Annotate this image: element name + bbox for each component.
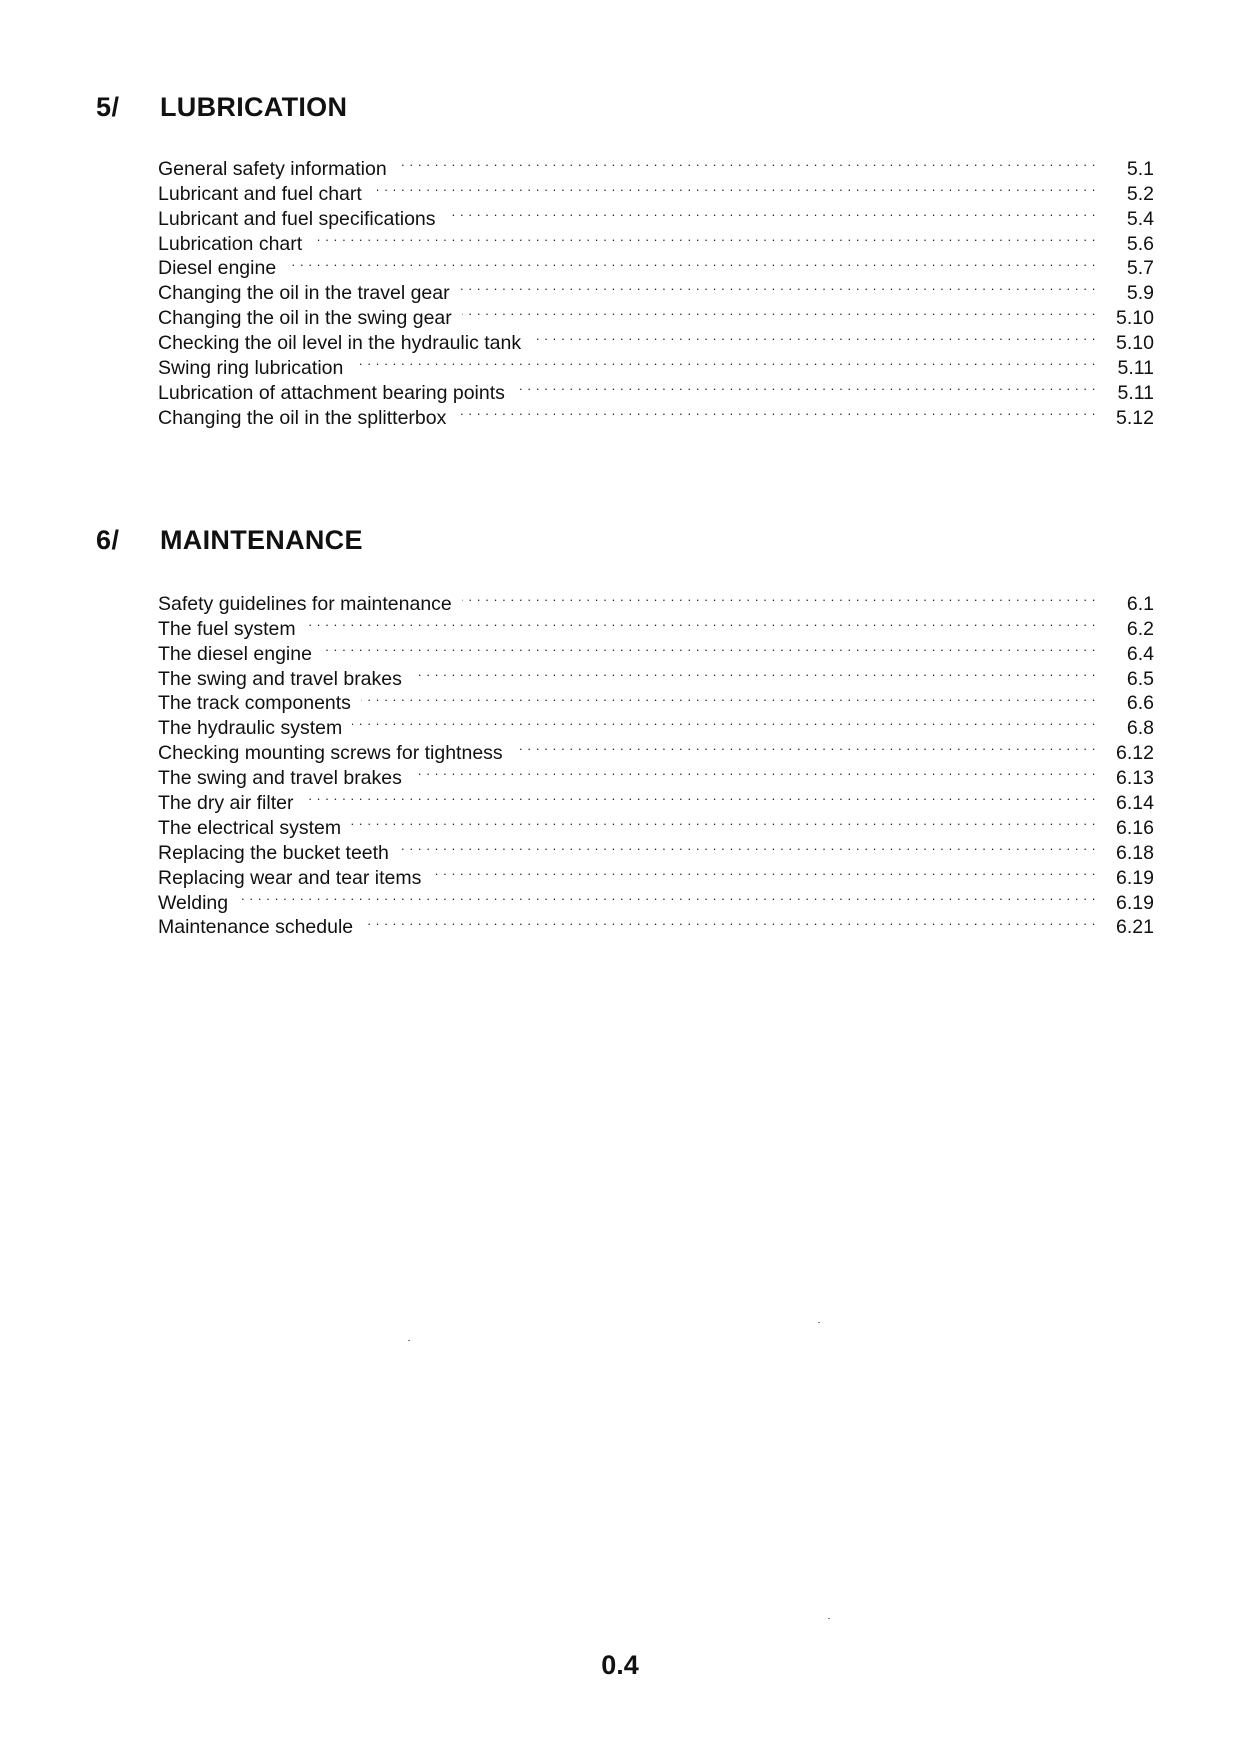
toc-entry-page: 6.16 (1116, 816, 1154, 839)
toc-entry-label: The electrical system (158, 816, 342, 839)
toc-entry-label: The hydraulic system (158, 717, 343, 740)
toc-entry-page: 6.21 (1116, 916, 1154, 939)
toc-entry-label: Welding (158, 891, 229, 914)
dot-leader (513, 734, 1096, 759)
toc-entry-label: Changing the oil in the travel gear (158, 282, 450, 305)
dot-leader (286, 250, 1096, 275)
dot-leader (303, 784, 1096, 809)
toc-entry-label: The dry air filter (158, 792, 294, 815)
page-number: 0.4 (601, 1650, 639, 1680)
toc-entry-label: The swing and travel brakes (158, 667, 402, 690)
dot-leader (351, 809, 1096, 834)
dot-leader (353, 349, 1096, 374)
toc-entry-page: 6.14 (1116, 792, 1154, 815)
toc-entry-label: Changing the oil in the splitterbox (158, 406, 447, 429)
toc-entry-page: 6.19 (1116, 866, 1154, 889)
toc-entry-page: 6.13 (1116, 767, 1154, 790)
toc-entry[interactable] (158, 274, 1154, 305)
section-number: 6/ (96, 525, 120, 555)
toc-entry[interactable] (158, 610, 1154, 640)
toc-entry-label: The fuel system (158, 617, 296, 640)
toc-entry-page: 6.6 (1126, 692, 1154, 715)
toc-list (158, 150, 1154, 429)
section-heading (0, 92, 1240, 132)
toc-entry-page: 5.11 (1117, 381, 1154, 404)
scan-speck (828, 1618, 830, 1619)
toc-list (158, 585, 1154, 939)
section-heading (0, 525, 1240, 565)
toc-entry-page: 5.12 (1116, 406, 1154, 429)
dot-leader (352, 709, 1096, 734)
toc-entry[interactable] (158, 250, 1154, 280)
section-number: 5/ (96, 92, 120, 122)
toc-entry-label: General safety information (158, 157, 387, 180)
toc-entry-label: Lubrication chart (158, 232, 303, 255)
toc-entry-page: 6.12 (1116, 742, 1154, 765)
dot-leader (462, 299, 1096, 324)
dot-leader (397, 150, 1096, 175)
toc-entry-label: Checking mounting screws for tightness (158, 742, 503, 765)
dot-leader (515, 374, 1096, 399)
dot-leader (361, 685, 1096, 710)
scan-speck (408, 1340, 410, 1341)
toc-entry-label: Replacing wear and tear items (158, 866, 422, 889)
dot-leader (312, 225, 1096, 250)
toc-entry-label: Lubrication of attachment bearing points (158, 381, 505, 404)
toc-entry-label: Maintenance schedule (158, 916, 354, 939)
toc-entry[interactable] (158, 909, 1154, 939)
toc-entry-label: Lubricant and fuel chart (158, 182, 362, 205)
toc-entry-page: 5.9 (1126, 282, 1154, 305)
toc-entry-page: 5.4 (1126, 207, 1154, 230)
toc-entry-label: Checking the oil level in the hydraulic tank (158, 332, 522, 355)
toc-entry-page: 6.1 (1126, 592, 1154, 615)
dot-leader (446, 200, 1096, 225)
toc-entry-page: 5.2 (1126, 182, 1154, 205)
toc-entry-page: 6.2 (1126, 617, 1154, 640)
toc-entry-label: The track components (158, 692, 351, 715)
toc-entry-page: 6.19 (1116, 891, 1154, 914)
toc-entry-label: Replacing the bucket teeth (158, 841, 389, 864)
toc-entry-label: The diesel engine (158, 642, 312, 665)
toc-entry-label: Diesel engine (158, 257, 277, 280)
dot-leader (238, 884, 1096, 909)
toc-entry[interactable] (158, 884, 1154, 914)
dot-leader (399, 834, 1096, 859)
toc-entry-page: 5.10 (1116, 332, 1154, 355)
dot-leader (363, 909, 1096, 934)
dot-leader (462, 585, 1096, 610)
toc-entry[interactable] (158, 150, 1154, 180)
dot-leader (431, 859, 1096, 884)
toc-entry-label: The swing and travel brakes (158, 767, 402, 790)
dot-leader (412, 660, 1096, 685)
dot-leader (306, 610, 1096, 635)
dot-leader (460, 274, 1096, 299)
dot-leader (372, 175, 1096, 200)
toc-entry-label: Changing the oil in the swing gear (158, 307, 452, 330)
scan-speck (818, 1322, 820, 1323)
toc-entry-page: 6.4 (1126, 642, 1154, 665)
dot-leader (412, 759, 1096, 784)
toc-entry-label: Swing ring lubrication (158, 357, 344, 380)
toc-entry[interactable] (158, 809, 1154, 839)
toc-entry-page: 6.8 (1126, 717, 1154, 740)
toc-entry-page: 5.11 (1117, 357, 1154, 380)
toc-entry-page: 6.5 (1126, 667, 1154, 690)
dot-leader (531, 324, 1096, 349)
toc-entry-label: Safety guidelines for maintenance (158, 592, 452, 615)
toc-entry[interactable] (158, 585, 1154, 615)
section-title: MAINTENANCE (160, 525, 363, 555)
section-title: LUBRICATION (160, 92, 348, 122)
toc-entry-page: 5.7 (1126, 257, 1154, 280)
toc-entry-page: 5.10 (1116, 307, 1154, 330)
toc-entry-label: Lubricant and fuel specifications (158, 207, 436, 230)
toc-entry-page: 6.18 (1116, 841, 1154, 864)
dot-leader (456, 399, 1096, 424)
toc-entry-page: 5.6 (1126, 232, 1154, 255)
toc-entry[interactable] (158, 635, 1154, 665)
dot-leader (322, 635, 1096, 660)
toc-entry-page: 5.1 (1126, 157, 1154, 180)
toc-entry[interactable] (158, 784, 1154, 815)
